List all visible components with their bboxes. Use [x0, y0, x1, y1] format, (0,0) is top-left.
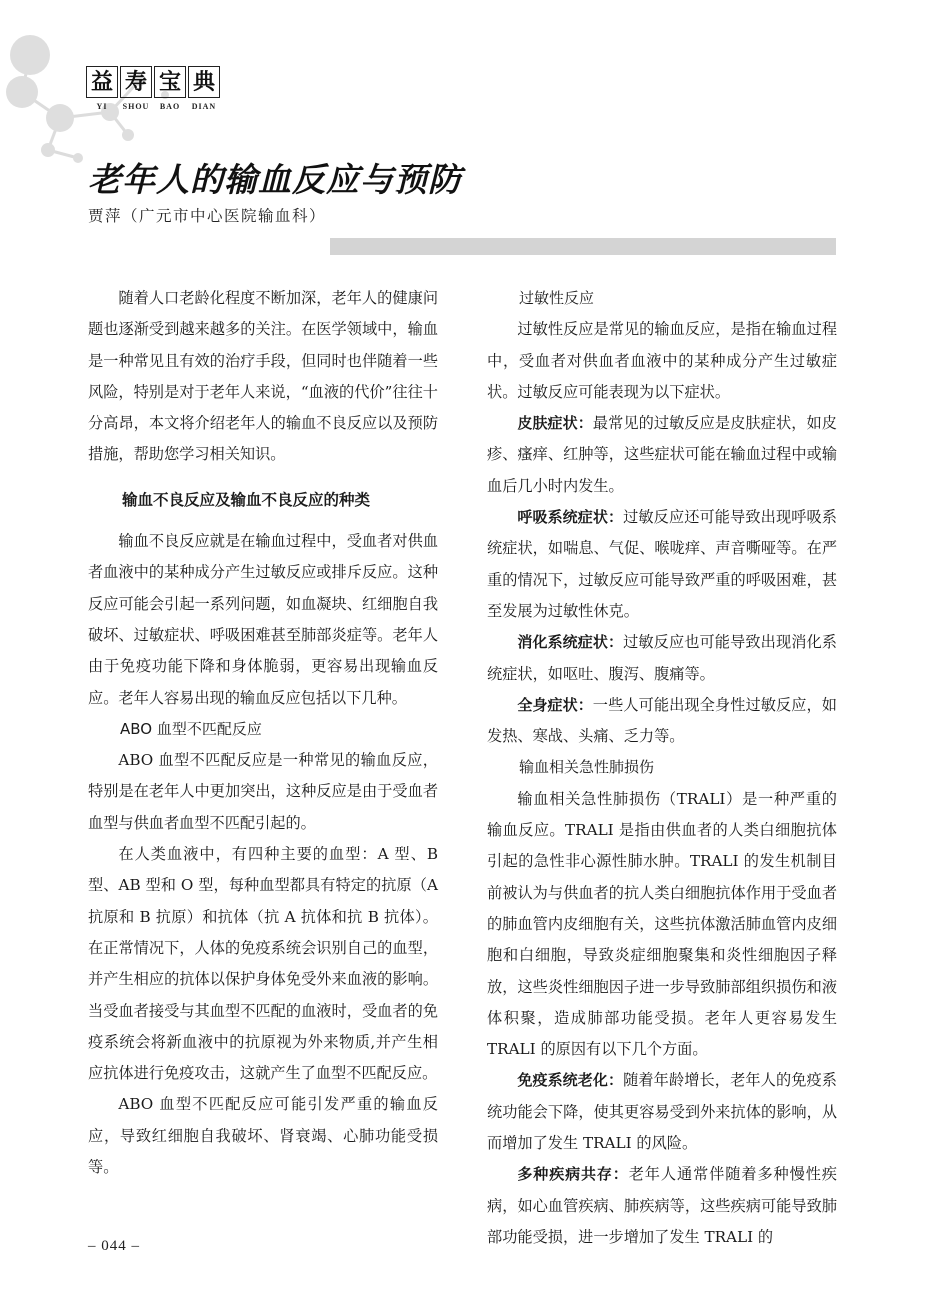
paragraph: [487, 1159, 837, 1253]
intro-paragraph: 随着人口老龄化程度不断加深，老年人的健康问题也逐渐受到越来越多的关注。在医学领域中，输血是一种常见且有效的治疗手段，但同时也伴随着一些风险，特别是对于老年人来说，“血液的代价”往往十分高昂，本文将介绍老年人的输血不良反应以及预防措施，帮助您学习相关知识。: [88, 289, 438, 464]
brand-char: 典: [188, 66, 220, 98]
paragraph: 输血不良反应就是在输血过程中，受血者对供血者血液中的某种成分产生过敏反应或排斥反应。这种反应可能会引起一系列问题，如血凝块、红细胞自我破坏、过敏症状、呼吸困难甚至肺部炎症等。老年人由于免疫功能下降和身体脆弱，更容易出现输血反应。老年人容易出现的输血反应包括以下几种。: [88, 532, 438, 707]
article-author: 贾萍（广元市中心医院输血科）: [88, 207, 327, 225]
paragraph: 过敏性反应是常见的输血反应，是指在输血过程中，受血者对供血者血液中的某种成分产生过敏症状。过敏反应可能表现为以下症状。: [487, 320, 837, 401]
term-text: 最常见的过敏反应是皮肤症状，如皮疹、瘙痒、红肿等，这些症状可能在输血过程中或输血后几小时内发生。: [487, 414, 837, 495]
brand-pinyin: BAO: [159, 102, 181, 111]
term-text: 随着年龄增长，老年人的免疫系统功能会下降，使其更容易受到外来抗体的影响，从而增加了发生 TRALI 的风险。: [487, 1071, 837, 1153]
term-text: 过敏反应还可能导致出现呼吸系统症状，如喘息、气促、喉咙痒、声音嘶哑等。在严重的情况下，过敏反应可能导致严重的呼吸困难，甚至发展为过敏性休克。: [487, 508, 837, 620]
brand-pinyin: YI: [96, 102, 108, 111]
term-label: 呼吸系统症状：: [517, 508, 624, 527]
term-text: 过敏反应也可能导致出现消化系统症状，如呕吐、腹泻、腹痛等。: [487, 633, 837, 683]
paragraph: [487, 690, 837, 753]
brand-char: 宝: [154, 66, 186, 98]
paragraph: [487, 502, 837, 627]
title-divider-band: [330, 238, 836, 255]
page-number: – 044 –: [88, 1238, 140, 1254]
brand-char: 益: [86, 66, 118, 98]
term-text: 一些人可能出现全身性过敏反应，如发热、寒战、头痛、乏力等。: [487, 695, 837, 746]
brand-pinyin: DIAN: [191, 102, 217, 111]
term-text: 老年人通常伴随着多种慢性疾病，如心血管疾病、肺疾病等，这些疾病可能导致肺部功能受损，进一步增加了发生 TRALI 的: [487, 1165, 837, 1246]
column-brand: [86, 66, 220, 111]
article-title: 老年人的输血反应与预防: [88, 160, 462, 199]
paragraph: ABO 血型不匹配反应可能引发严重的输血反应，导致红细胞自我破坏、肾衰竭、心肺功能受损等。: [88, 1095, 438, 1177]
right-column: [487, 283, 837, 1253]
paragraph: [487, 627, 837, 690]
subsection-heading: ABO 血型不匹配反应: [120, 719, 262, 738]
paragraph: 输血相关急性肺损伤（TRALI）是一种严重的输血反应。TRALI 是指由供血者的人类白细胞抗体引起的急性非心源性肺水肿。TRALI 的发生机制目前被认为与供血者的抗人类白细胞抗体作用于受血者的肺血管内皮细胞有关，这些抗体激活肺血管内皮细胞和白细胞，导致炎症细胞聚集和炎性细胞因子释放，这些炎性细胞因子进一步导致肺部组织损伤和液体积聚，造成肺部功能受损。老年人更容易发生 TRALI 的原因有以下几个方面。: [487, 789, 837, 1059]
subsection-heading: 输血相关急性肺损伤: [519, 758, 655, 777]
term-label: 多种疾病共存：: [517, 1165, 629, 1184]
section-heading: 输血不良反应及输血不良反应的种类: [122, 490, 371, 509]
paragraph: [487, 408, 837, 502]
subsection-heading: 过敏性反应: [519, 289, 595, 307]
paragraph: [487, 1065, 837, 1159]
term-label: 消化系统症状：: [517, 633, 624, 652]
term-label: 免疫系统老化：: [517, 1071, 624, 1090]
paragraph: ABO 血型不匹配反应是一种常见的输血反应，特别是在老年人中更加突出，这种反应是由于受血者血型与供血者血型不匹配引起的。: [88, 751, 438, 832]
term-label: 皮肤症状：: [517, 414, 593, 433]
brand-char: 寿: [120, 66, 152, 98]
paragraph: 在人类血液中，有四种主要的血型：A 型、B 型、AB 型和 O 型，每种血型都具有特定的抗原（A 抗原和 B 抗原）和抗体（抗 A 抗体和抗 B 抗体）。在正常情况下，人体的免疫系统会识别自己的血型，并产生相应的抗体以保护身体免受外来血液的影响。当受血者接受与其血型不匹配的血液时，受血者的免疫系统会将新血液中的抗原视为外来物质,并产生相应抗体进行免疫攻击，这就产生了血型不匹配反应。: [88, 845, 438, 1083]
brand-pinyin: SHOU: [122, 102, 150, 111]
left-column: [88, 283, 438, 1183]
term-label: 全身症状：: [517, 695, 593, 714]
